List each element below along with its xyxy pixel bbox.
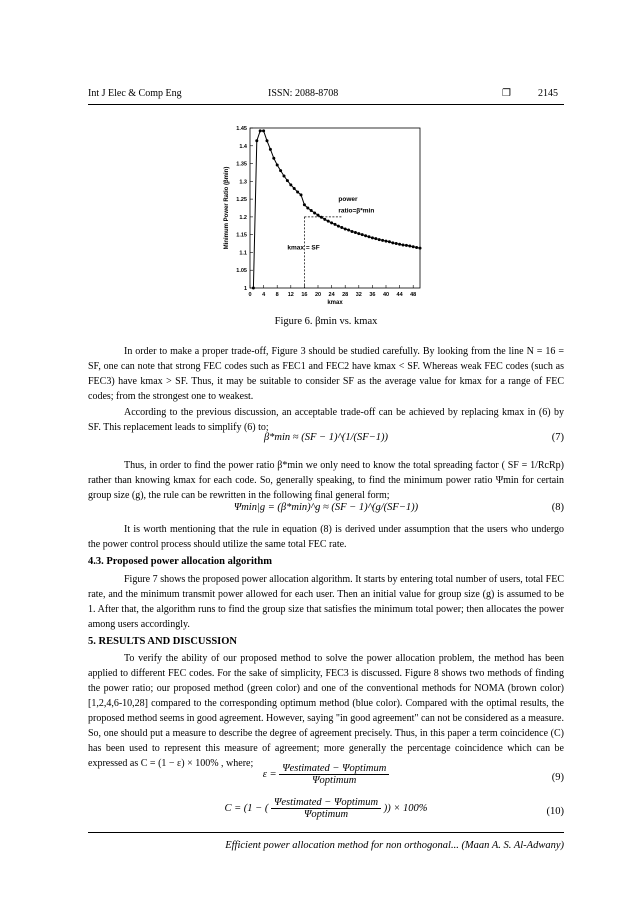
issn: ISSN: 2088-8708 <box>268 88 339 99</box>
data-point <box>317 214 320 217</box>
x-tick-label: 8 <box>275 292 279 298</box>
data-point <box>266 139 269 142</box>
data-point <box>340 226 343 229</box>
section-4-3-heading: 4.3. Proposed power allocation algorithm <box>88 556 272 567</box>
annotation-ratio: ratio=β*min <box>338 207 375 215</box>
data-point <box>371 236 374 239</box>
data-point <box>408 245 411 248</box>
data-point <box>313 211 316 214</box>
annotation-power: power <box>338 195 358 203</box>
paragraph-6: To verify the ability of our proposed method to solve the power allocation problem, the method has been applied to different FEC codes. For the sake of simplicity, FEC3 is discussed. Figure 8 shows two methods of finding the power ratio; our proposed method (green color) and one of the conventional methods for NOMA (brown color) [1,2,4,6-10,28] compared to the corresponding optimum method (blue color). Compared with the optimal results, the proposed method seems in good agreement. However, saying "in good agreement" can not be considered as a measure. So, one should put a measure to describe the degree of agreement precisely. Thus, in this paper a term coincidence (C) has been used to represent this measure of agreement; more generally the percentage coincidence which can be expressed as C = (1 − ε) × 100% , where; <box>88 653 564 769</box>
x-tick-label: 32 <box>355 292 362 298</box>
data-point <box>402 243 405 246</box>
x-tick-label: 44 <box>396 292 403 298</box>
data-point <box>415 246 418 249</box>
data-point <box>334 223 337 226</box>
y-tick-label: 1.25 <box>236 197 247 204</box>
data-point <box>323 218 326 221</box>
x-axis-label: kmax <box>327 300 343 306</box>
x-tick-label: 24 <box>328 292 335 298</box>
equation-9-fraction <box>279 763 389 786</box>
beta-min-line <box>253 131 420 288</box>
paragraph-1: In order to make a proper trade-off, Figure 3 should be studied carefully. By looking from the line N = 16 = SF, one can note that strong FEC codes such as FEC1 and FEC2 have kmax < SF. Whereas weak FEC codes (such as FEC3) have kmax > SF. Thus, it may be suitable to consider SF as the average value for kmax for a range of FEC codes; from the strongest one to weakest. <box>88 346 564 402</box>
data-point <box>276 163 279 166</box>
data-point <box>351 230 354 233</box>
data-point <box>255 139 258 142</box>
paragraph-5: Figure 7 shows the proposed power allocation algorithm. It starts by entering total number of users, total FEC rate, and the minimum transmit power allowed for each user. Then an initial value for group size (g) is assumed to be 1. After that, the algorithm runs to find the group size that satisfies the minimum total power; then allocates the power among users accordingly. <box>88 574 564 630</box>
y-tick-label: 1.15 <box>236 232 247 239</box>
page-number: 2145 <box>538 88 558 99</box>
x-tick-label: 28 <box>342 292 349 298</box>
data-point <box>303 203 306 206</box>
data-point <box>259 129 262 132</box>
y-tick-label: 1.4 <box>239 143 247 150</box>
data-point <box>344 227 347 230</box>
equation-9-numerator: Ψestimated − Ψoptimum <box>279 763 389 775</box>
paragraph-4: It is worth mentioning that the rule in equation (8) is derived under assumption that the users who undergo the power control process should utilize the same total FEC rate. <box>88 524 564 550</box>
x-tick-label: 36 <box>369 292 376 298</box>
equation-8-number: (8) <box>551 502 564 513</box>
data-point <box>374 237 377 240</box>
data-point <box>279 169 282 172</box>
data-point <box>320 216 323 219</box>
data-point <box>330 221 333 224</box>
x-tick-label: 12 <box>287 292 294 298</box>
data-point <box>289 183 292 186</box>
data-point <box>252 287 255 290</box>
data-point <box>378 238 381 241</box>
data-point <box>272 157 275 160</box>
x-tick-label: 16 <box>301 292 308 298</box>
data-point <box>405 244 408 247</box>
footer-rule <box>88 832 564 833</box>
figure-caption: Figure 6. βmin vs. kmax <box>274 316 378 327</box>
data-point <box>262 129 265 132</box>
data-point <box>286 179 289 182</box>
y-tick-label: 1.35 <box>236 161 247 168</box>
data-point <box>310 209 313 212</box>
data-point <box>385 240 388 243</box>
paragraph-3: Thus, in order to find the power ratio β*min we only need to know the total spreading factor ( SF = 1/RcRp) rather than knowing kmax for each code. So, generally speaking, to find the minimum power ratio Ψmin for certain group size (g), the rule can be rewritten in the following final general form; <box>88 460 564 501</box>
y-tick-label: 1 <box>243 286 247 292</box>
equation-10-fraction <box>271 797 381 820</box>
data-point <box>361 233 364 236</box>
data-point <box>368 235 371 238</box>
data-point <box>381 239 384 242</box>
data-point <box>391 241 394 244</box>
equation-10-numerator: Ψestimated − Ψoptimum <box>271 797 381 809</box>
data-point <box>269 148 272 151</box>
data-point <box>419 247 422 250</box>
data-point <box>347 229 350 232</box>
data-point <box>398 243 401 246</box>
journal-name: Int J Elec & Comp Eng <box>88 88 182 99</box>
paragraph-2: According to the previous discussion, an acceptable trade-off can be achieved by replacing kmax in (6) by SF. This replacement leads to simplify (6) to; <box>88 407 564 433</box>
equation-10-number: (10) <box>546 806 564 817</box>
y-tick-label: 1.3 <box>239 179 247 186</box>
data-point <box>395 242 398 245</box>
y-tick-label: 1.1 <box>239 250 247 257</box>
equation-10-rhs: )) × 100% <box>383 802 428 814</box>
equation-9-number: (9) <box>551 772 564 783</box>
x-tick-label: 40 <box>382 292 390 298</box>
y-axis-label: Minimum Power Ratio (βmin) <box>224 166 230 250</box>
equation-10-lhs: C = (1 − ( <box>224 802 269 814</box>
data-point <box>412 245 415 248</box>
data-point <box>337 225 340 228</box>
equation-10-denominator: Ψoptimum <box>303 809 349 820</box>
y-tick-label: 1.05 <box>236 268 247 275</box>
plot-frame <box>250 128 420 288</box>
data-point <box>327 220 330 223</box>
equation-8-body: Ψmin|g = (β*min)^g ≈ (SF − 1)^(g/(SF−1)) <box>233 502 419 513</box>
data-point <box>300 193 303 196</box>
annotation-kmax: kmax = SF <box>287 244 320 252</box>
equation-7-number: (7) <box>551 432 564 443</box>
equation-9-lhs: ε = <box>262 768 277 780</box>
equation-9-denominator: Ψoptimum <box>312 775 357 786</box>
data-point <box>354 231 357 234</box>
equation-8 <box>88 502 564 518</box>
data-point <box>364 234 367 237</box>
x-tick-label: 4 <box>262 292 266 298</box>
equation-7 <box>88 432 564 448</box>
header-rule <box>88 104 564 105</box>
equation-9 <box>88 763 564 797</box>
data-point <box>293 187 296 190</box>
data-point <box>306 207 309 210</box>
equation-10 <box>88 797 564 831</box>
box-glyph: ❐ <box>502 88 511 99</box>
x-tick-label: 20 <box>314 292 322 298</box>
data-point <box>357 232 360 235</box>
data-point <box>388 240 391 243</box>
x-tick-label: 48 <box>410 292 417 298</box>
equation-7-body: β*min ≈ (SF − 1)^(1/(SF−1)) <box>263 432 389 443</box>
x-tick-label: 0 <box>248 292 252 298</box>
figure-6-chart <box>210 120 430 308</box>
y-tick-label: 1.45 <box>236 126 247 132</box>
data-point <box>296 191 299 194</box>
section-5-heading: 5. RESULTS AND DISCUSSION <box>88 636 237 647</box>
footer-citation: Efficient power allocation method for non orthogonal... (Maan A. S. Al-Adwany) <box>225 840 564 851</box>
data-point <box>283 175 286 178</box>
y-tick-label: 1.2 <box>239 214 247 221</box>
